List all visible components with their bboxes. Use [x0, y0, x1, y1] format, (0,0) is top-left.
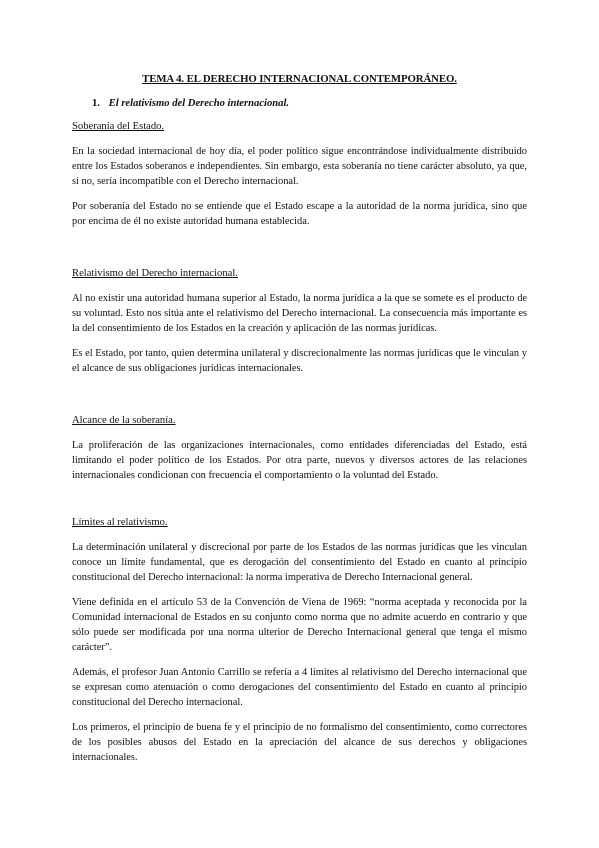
section-subtitle	[92, 96, 527, 111]
subtitle-text: El relativismo del Derecho internacional.	[108, 98, 290, 109]
paragraph: Es el Estado, por tanto, quien determina unilateral y discrecionalmente las normas jurídicas que le vinculan y el alcance de sus obligaciones jurídicas internacionales.	[72, 348, 527, 374]
paragraph: Viene definida en el artículo 53 de la Convención de Viena de 1969: “norma aceptada y reconocida por la Comunidad internacional de Estados en su conjunto como norma que no admite acuerdo en contrario y que sólo puede ser modificada por una norma ulterior de Derecho Internacional general que tenga el mismo carácter”.	[72, 597, 527, 653]
spacer	[72, 493, 527, 515]
paragraph: Los primeros, el principio de buena fe y el principio de no formalismo del consentimiento, como correctores de los posibles abusos del Estado en la apreciación del alcance de sus derechos y obligaciones internacionales.	[72, 722, 527, 763]
section-heading-alcance: Alcance de la soberanía.	[72, 415, 176, 426]
paragraph: Por soberanía del Estado no se entiende que el Estado escape a la autoridad de la norma jurídica, sino que por encima de él no existe autoridad humana establecida.	[72, 201, 527, 227]
document-title: TEMA 4. EL DERECHO INTERNACIONAL CONTEMPORÁNEO.	[142, 73, 457, 85]
section-heading-relativismo: Relativismo del Derecho internacional.	[72, 268, 238, 279]
section-heading-soberania: Soberanía del Estado.	[72, 121, 165, 132]
paragraph: Al no existir una autoridad humana superior al Estado, la norma jurídica a la que se somete es el producto de su voluntad. Esto nos sitúa ante el relativismo del Derecho internacional. La consecuencia más importante es la del consentimiento de los Estados en la creación y aplicación de las normas jurídicas.	[72, 293, 527, 334]
subtitle-number: 1.	[92, 98, 100, 109]
paragraph: La proliferación de las organizaciones internacionales, como entidades diferenciadas del Estado, está limitando el poder político de los Estados. Por otra parte, nuevos y diversos actores de las relaciones internacionales condicionan con frecuencia el comportamiento o la voluntad del Estado.	[72, 440, 527, 481]
paragraph: Además, el profesor Juan Antonio Carrillo se refería a 4 límites al relativismo del Derecho internacional que se expresan como atenuación o como derogaciones del consentimiento del Estado en cuanto al principio constitucional del Derecho internacional.	[72, 667, 527, 708]
paragraph: La determinación unilateral y discrecional por parte de los Estados de las normas jurídicas que les vinculan conoce un límite fundamental, que es derogación del consentimiento del Estado en cuanto al principio constitucional del Derecho internacional: la norma imperativa de Derecho Internacional general.	[72, 542, 527, 583]
section-heading-limites: Límites al relativismo.	[72, 517, 168, 528]
spacer	[72, 239, 527, 266]
spacer	[72, 386, 527, 413]
paragraph: En la sociedad internacional de hoy día, el poder político sigue encontrándose individualmente distribuido entre los Estados soberanos e independientes. Sin embargo, esta soberanía no tiene carácter absoluto, ya que, si no, sería incompatible con el Derecho internacional.	[72, 146, 527, 187]
